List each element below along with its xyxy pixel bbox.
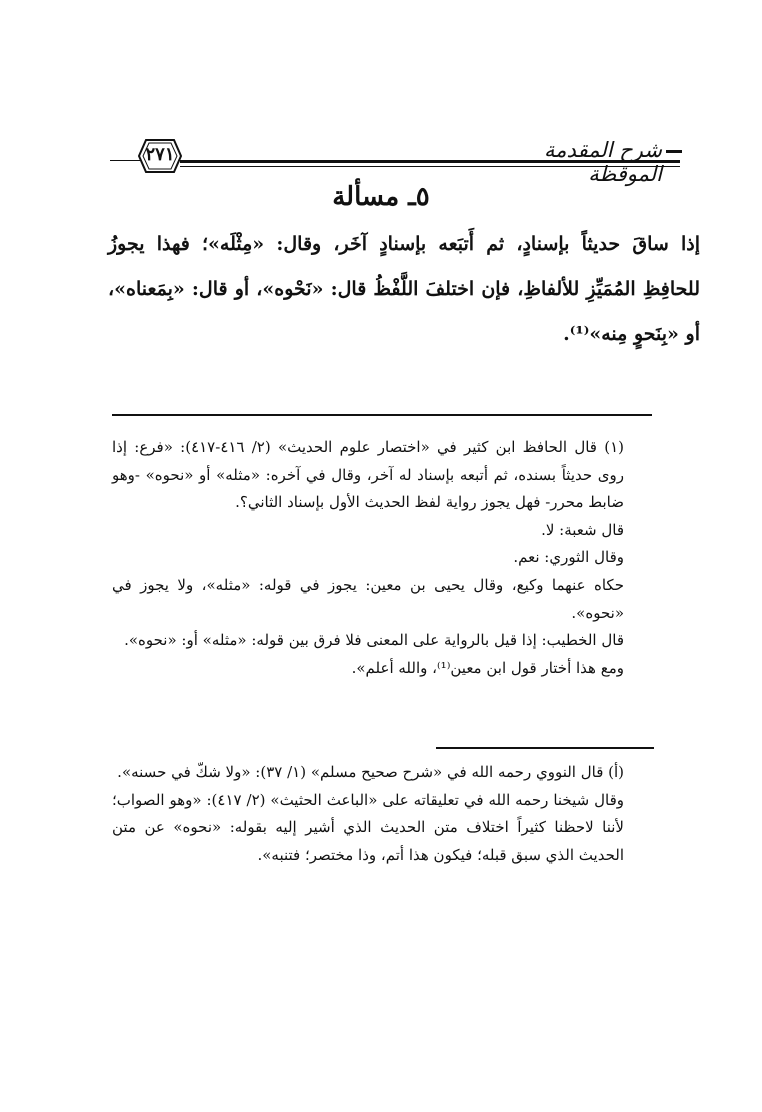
main-paragraph: إذا ساقَ حديثاً بإسنادٍ، ثم أَتبَعه بإسنادٍ آخَر، وقال: «مِثْلَه»؛ فهذا يجوزُ للحافِظِ المُمَيِّزِ للألفاظِ، فإن اختلفَ اللَّفْظُ قال: «نَحْوه»، أو قال: «بِمَعناه»، أو «بِنَحوٍ مِنه»⁽¹⁾. [108,233,700,345]
footnote-2-line: (أ) قال النووي رحمه الله في «شرح صحيح مسلم» (١/ ٣٧): «ولا شكّ في حسنه». [117,763,624,781]
footnote-1-line: حكاه عنهما وكيع، وقال يحيى بن معين: يجوز في قوله: «مثله»، ولا يجوز في «نحوه». [112,575,624,622]
header-rule-tail [110,160,140,161]
footnote-1-line: ومع هذا أختار قول ابن معين⁽¹⁾، والله أعلم». [351,658,624,677]
running-header-title: شرح المقدمة الموقظة [544,138,662,186]
header-dash [666,150,682,153]
main-body [108,222,700,357]
footnote-separator [112,414,652,416]
page-number-badge [138,138,182,174]
footnote-2 [112,759,652,869]
subfootnote-separator [436,747,654,749]
section-title: ٥ـ مسألة [332,182,430,212]
footnote-1-line: وقال الثوري: نعم. [513,548,624,567]
header-rule-thick [180,160,680,163]
footnote-1-line: قال الخطيب: إذا قيل بالرواية على المعنى فلا فرق بين قوله: «مثله» أو: «نحوه». [124,631,624,650]
footnote-1 [112,434,652,682]
page-number: ٢٧١ [145,144,175,165]
footnote-1-line: قال شعبة: لا. [541,520,624,539]
footnote-2-line: وقال شيخنا رحمه الله في تعليقاته على «الباعث الحثيث» (٢/ ٤١٧): «وهو الصواب؛ لأننا لاحظنا كثيراً اختلاف متن الحديث الذي أشير إليه بقوله: «نحوه» عن متن الحديث الذي سبق قبله؛ فيكون هذا أتم، وذا مختصر؛ فتنبه». [112,790,625,864]
footnote-1-line: (١) قال الحافظ ابن كثير في «اختصار علوم الحديث» (٢/ ٤١٦-٤١٧): «فرع: إذا روى حديثاً بسنده، ثم أتبعه بإسناد له آخر، وقال في آخره: «مثله» أو «نحوه» -وهو ضابط محرر- فهل يجوز رواية لفظ الحديث الأول بإسناد الثاني؟. [112,438,624,512]
header-rule-thin [180,166,680,167]
